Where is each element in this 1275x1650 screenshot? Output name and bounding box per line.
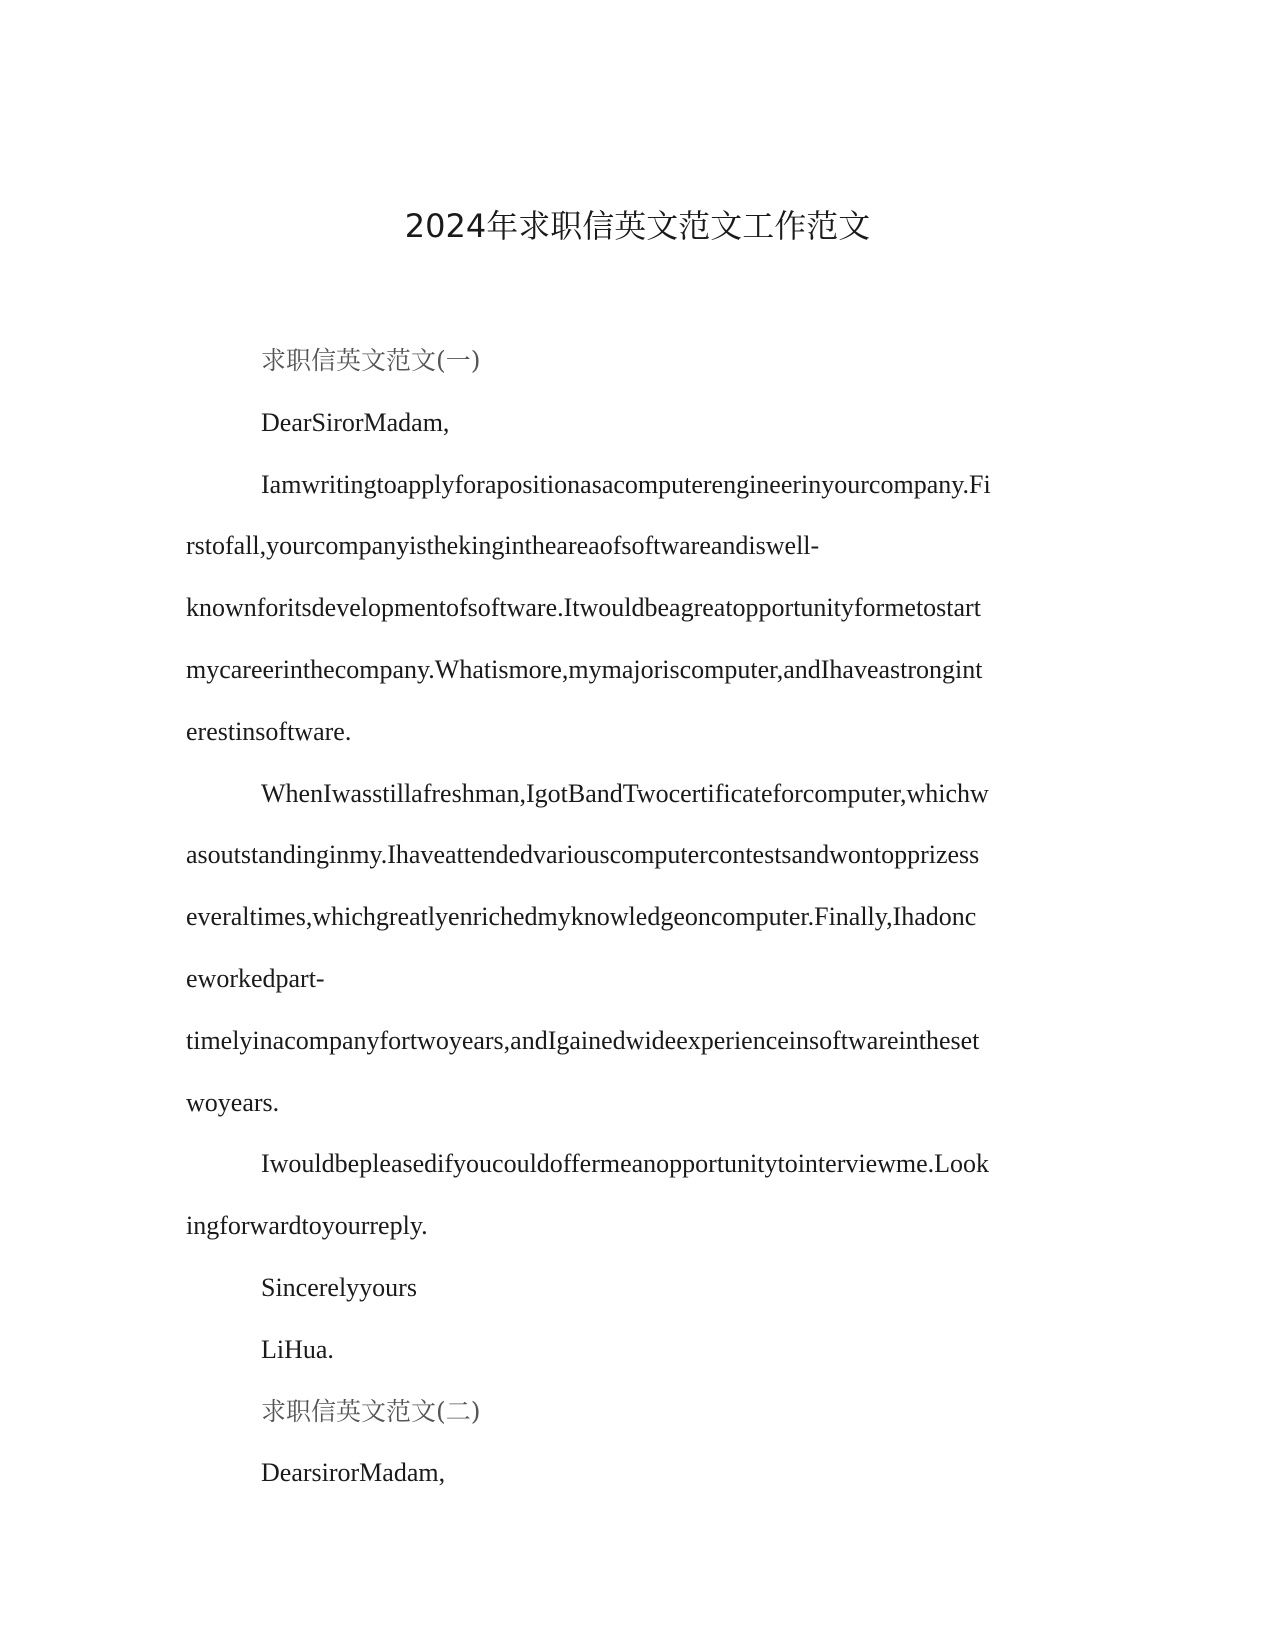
paragraph-line: eworkedpart- xyxy=(186,963,325,993)
section-heading-1: 求职信英文范文(一) xyxy=(261,346,481,375)
paragraph-line: woyears. xyxy=(186,1087,280,1117)
paragraph-line: Iwouldbepleasedifyoucouldoffermeanopportunitytointerviewme.Look xyxy=(261,1149,990,1179)
section-heading-2: 求职信英文范文(二) xyxy=(261,1396,481,1426)
paragraph-line: timelyinacompanyfortwoyears,andIgainedwideexperienceinsoftwareintheset xyxy=(186,1025,980,1055)
paragraph-line: everaltimes,whichgreatlyenrichedmyknowledgeoncomputer.Finally,Ihadonc xyxy=(186,902,977,932)
salutation-1: DearSirorMadam, xyxy=(261,407,450,437)
paragraph-line: rstofall,yourcompanyisthekingintheareaofsoftwareandiswell- xyxy=(186,531,820,561)
signature-name: LiHua. xyxy=(261,1334,334,1364)
document-body xyxy=(186,330,1076,1504)
paragraph-line: mycareerinthecompany.Whatismore,mymajoriscomputer,andIhaveastrongint xyxy=(186,654,983,684)
paragraph-line: knownforitsdevelopmentofsoftware.Itwouldbeagreatopportunityformetostart xyxy=(186,593,981,623)
closing-line: Sincerelyyours xyxy=(261,1272,417,1302)
salutation-2: DearsirorMadam, xyxy=(261,1458,446,1488)
paragraph-line: asoutstandinginmy.Ihaveattendedvariouscomputercontestsandwontopprizess xyxy=(186,840,980,870)
paragraph-line: erestinsoftware. xyxy=(186,716,352,746)
paragraph-line: ingforwardtoyourreply. xyxy=(186,1211,428,1241)
paragraph-line: Iamwritingtoapplyforapositionasacomputerengineerinyourcompany.Fi xyxy=(261,469,991,499)
paragraph-line: WhenIwasstillafreshman,IgotBandTwocertificateforcomputer,whichw xyxy=(261,778,989,808)
document-title: 2024年求职信英文范文工作范文 xyxy=(404,207,871,245)
